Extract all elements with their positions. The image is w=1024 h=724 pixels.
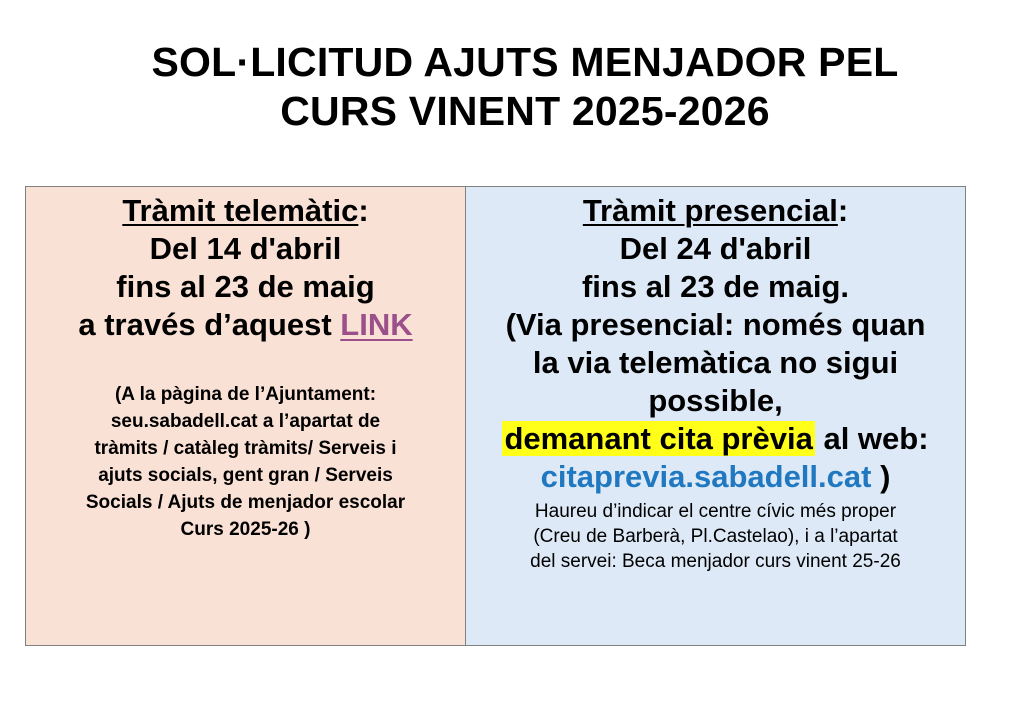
appointment-line: demanant cita prèvia al web: xyxy=(504,421,929,456)
note-line: (A la pàgina de l’Ajuntament: xyxy=(114,384,377,405)
title-line-1: SOL·LICITUD AJUTS MENJADOR PEL xyxy=(151,39,899,85)
in-person-start-date: Del 24 d'abril xyxy=(619,231,812,266)
in-person-procedure-column xyxy=(466,187,965,645)
note-line: Socials / Ajuts de menjador escolar xyxy=(85,492,406,513)
info-table xyxy=(25,186,966,646)
note-line: del servei: Beca menjador curs vinent 25-26 xyxy=(530,551,901,572)
in-person-condition-2: la via telemàtica no sigui xyxy=(532,345,899,380)
title-line-2: CURS VINENT 2025-2026 xyxy=(280,88,770,134)
note-line: Haureu d’indicar el centre cívic més proper xyxy=(534,501,897,522)
in-person-heading: Tràmit presencial: xyxy=(582,193,849,228)
appointment-web-link[interactable]: citaprevia.sabadell.cat xyxy=(540,459,872,494)
online-heading: Tràmit telemàtic: xyxy=(122,193,369,228)
online-link-line: a través d’aquest LINK xyxy=(78,307,413,342)
note-line: Curs 2025-26 ) xyxy=(180,519,311,540)
in-person-condition-1: (Via presencial: només quan xyxy=(505,307,926,342)
procedure-link[interactable]: LINK xyxy=(340,307,413,342)
note-line: tràmits / catàleg tràmits/ Serveis i xyxy=(94,438,397,459)
note-line: seu.sabadell.cat a l’apartat de xyxy=(110,411,381,432)
appointment-highlight: demanant cita prèvia xyxy=(504,421,813,456)
online-procedure-column xyxy=(26,187,466,645)
online-start-date: Del 14 d'abril xyxy=(149,231,342,266)
note-line: (Creu de Barberà, Pl.Castelao), i a l’apartat xyxy=(533,526,898,547)
page-title xyxy=(0,38,1024,136)
in-person-condition-3: possible, xyxy=(648,383,783,418)
online-instructions-note xyxy=(26,381,465,543)
web-line: citaprevia.sabadell.cat ) xyxy=(540,459,891,494)
note-line: ajuts socials, gent gran / Serveis xyxy=(98,465,393,486)
in-person-instructions-note xyxy=(466,499,965,574)
online-end-date: fins al 23 de maig xyxy=(116,269,375,304)
in-person-end-date: fins al 23 de maig. xyxy=(581,269,850,304)
